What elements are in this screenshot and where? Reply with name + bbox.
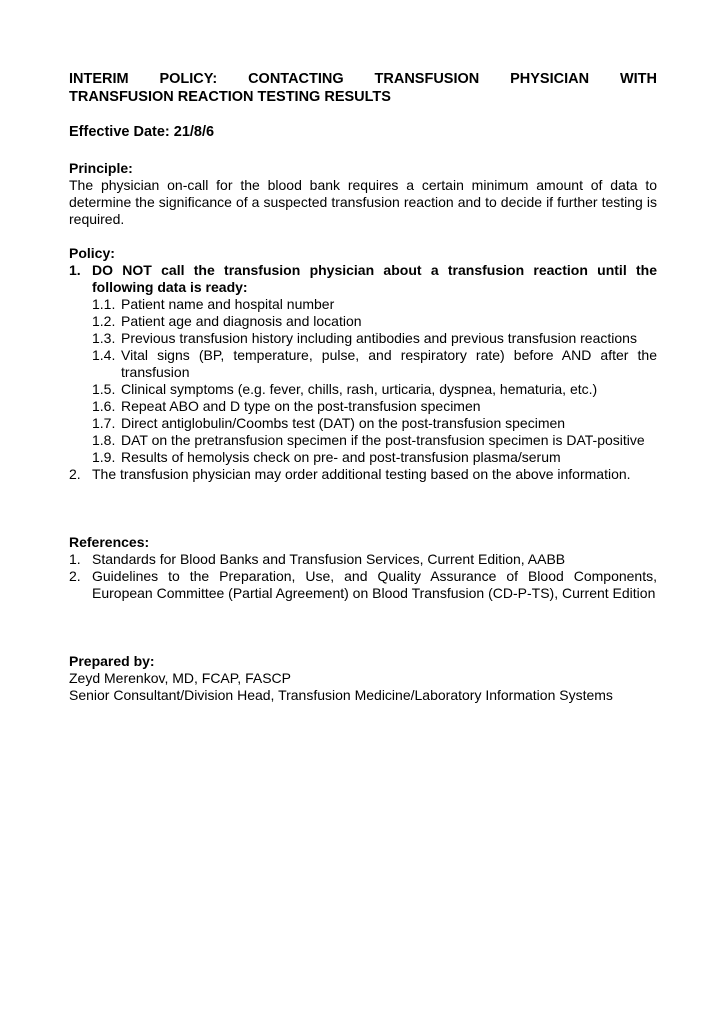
item-text: Clinical symptoms (e.g. fever, chills, rash, urticaria, dyspnea, hematuria, etc.) [121, 381, 598, 397]
references-heading: References: [69, 534, 150, 550]
title-word: POLICY: [159, 71, 218, 87]
required-data-item [92, 296, 657, 313]
item-number: 1.5. [92, 381, 116, 397]
prepared-by-heading: Prepared by: [69, 653, 155, 669]
item-text: Direct antiglobulin/Coombs test (DAT) on the post-transfusion specimen [121, 415, 566, 431]
reference-item [69, 551, 657, 568]
author-position: Senior Consultant/Division Head, Transfusion Medicine/Laboratory Information Systems [69, 687, 613, 703]
prepared-by-section [69, 653, 657, 704]
item-text: DAT on the pretransfusion specimen if the post-transfusion specimen is DAT-positive [121, 432, 645, 448]
required-data-item [92, 330, 657, 347]
item-text: Repeat ABO and D type on the post-transfusion specimen [121, 398, 481, 414]
item-text: Previous transfusion history including antibodies and previous transfusion reactions [121, 330, 637, 346]
item-number: 1. [69, 262, 81, 278]
title-line-1 [69, 70, 657, 88]
item-text: The transfusion physician may order additional testing based on the above information. [92, 466, 631, 482]
effective-date: Effective Date: 21/8/6 [69, 124, 215, 140]
item-number: 1.9. [92, 449, 116, 465]
principle-text: The physician on-call for the blood bank requires a certain minimum amount of data to determine the significance of a suspected transfusion reaction and to decide if further testing is required. [69, 177, 657, 227]
title-word: TRANSFUSION [374, 71, 480, 87]
policy-list [69, 262, 657, 483]
principle-heading: Principle: [69, 160, 133, 176]
item-text: Patient age and diagnosis and location [121, 313, 362, 329]
principle-section [69, 160, 657, 228]
reference-item [69, 568, 657, 602]
required-data-item [92, 381, 657, 398]
policy-section [69, 245, 657, 483]
item-number: 1.7. [92, 415, 116, 431]
document-title [69, 70, 657, 106]
author-name: Zeyd Merenkov, MD, FCAP, FASCP [69, 670, 291, 686]
item-number: 1.1. [92, 296, 116, 312]
required-data-list [92, 296, 657, 466]
required-data-item [92, 398, 657, 415]
required-data-item [92, 313, 657, 330]
policy-heading: Policy: [69, 245, 115, 261]
title-word: WITH [619, 71, 657, 87]
item-text: Standards for Blood Banks and Transfusion Services, Current Edition, AABB [92, 551, 566, 567]
item-number: 1.2. [92, 313, 116, 329]
item-text: Patient name and hospital number [121, 296, 335, 312]
item-text: Results of hemolysis check on pre- and post-transfusion plasma/serum [121, 449, 561, 465]
required-data-item [92, 347, 657, 381]
title-word: INTERIM [69, 71, 129, 87]
required-data-item [92, 449, 657, 466]
item-number: 1.4. [92, 347, 116, 363]
title-word: PHYSICIAN [510, 71, 590, 87]
title-line-2: TRANSFUSION REACTION TESTING RESULTS [69, 89, 391, 105]
title-word: CONTACTING [248, 71, 344, 87]
item-text: Guidelines to the Preparation, Use, and Quality Assurance of Blood Components, European Committee (Partial Agreement) on Blood Transfusion (CD-P-TS), Current Edition [92, 568, 657, 601]
required-data-item [92, 415, 657, 432]
item-text: DO NOT call the transfusion physician about a transfusion reaction until the following data is ready: [92, 262, 657, 295]
policy-item [69, 262, 657, 466]
references-section [69, 534, 657, 602]
item-number: 1. [69, 551, 81, 567]
item-number: 1.8. [92, 432, 116, 448]
item-number: 2. [69, 568, 81, 584]
item-number: 1.6. [92, 398, 116, 414]
policy-document [69, 70, 657, 704]
references-list [69, 551, 657, 602]
policy-item [69, 466, 657, 483]
item-text: Vital signs (BP, temperature, pulse, and respiratory rate) before AND after the transfusion [121, 347, 657, 380]
item-number: 2. [69, 466, 81, 482]
required-data-item [92, 432, 657, 449]
item-number: 1.3. [92, 330, 116, 346]
